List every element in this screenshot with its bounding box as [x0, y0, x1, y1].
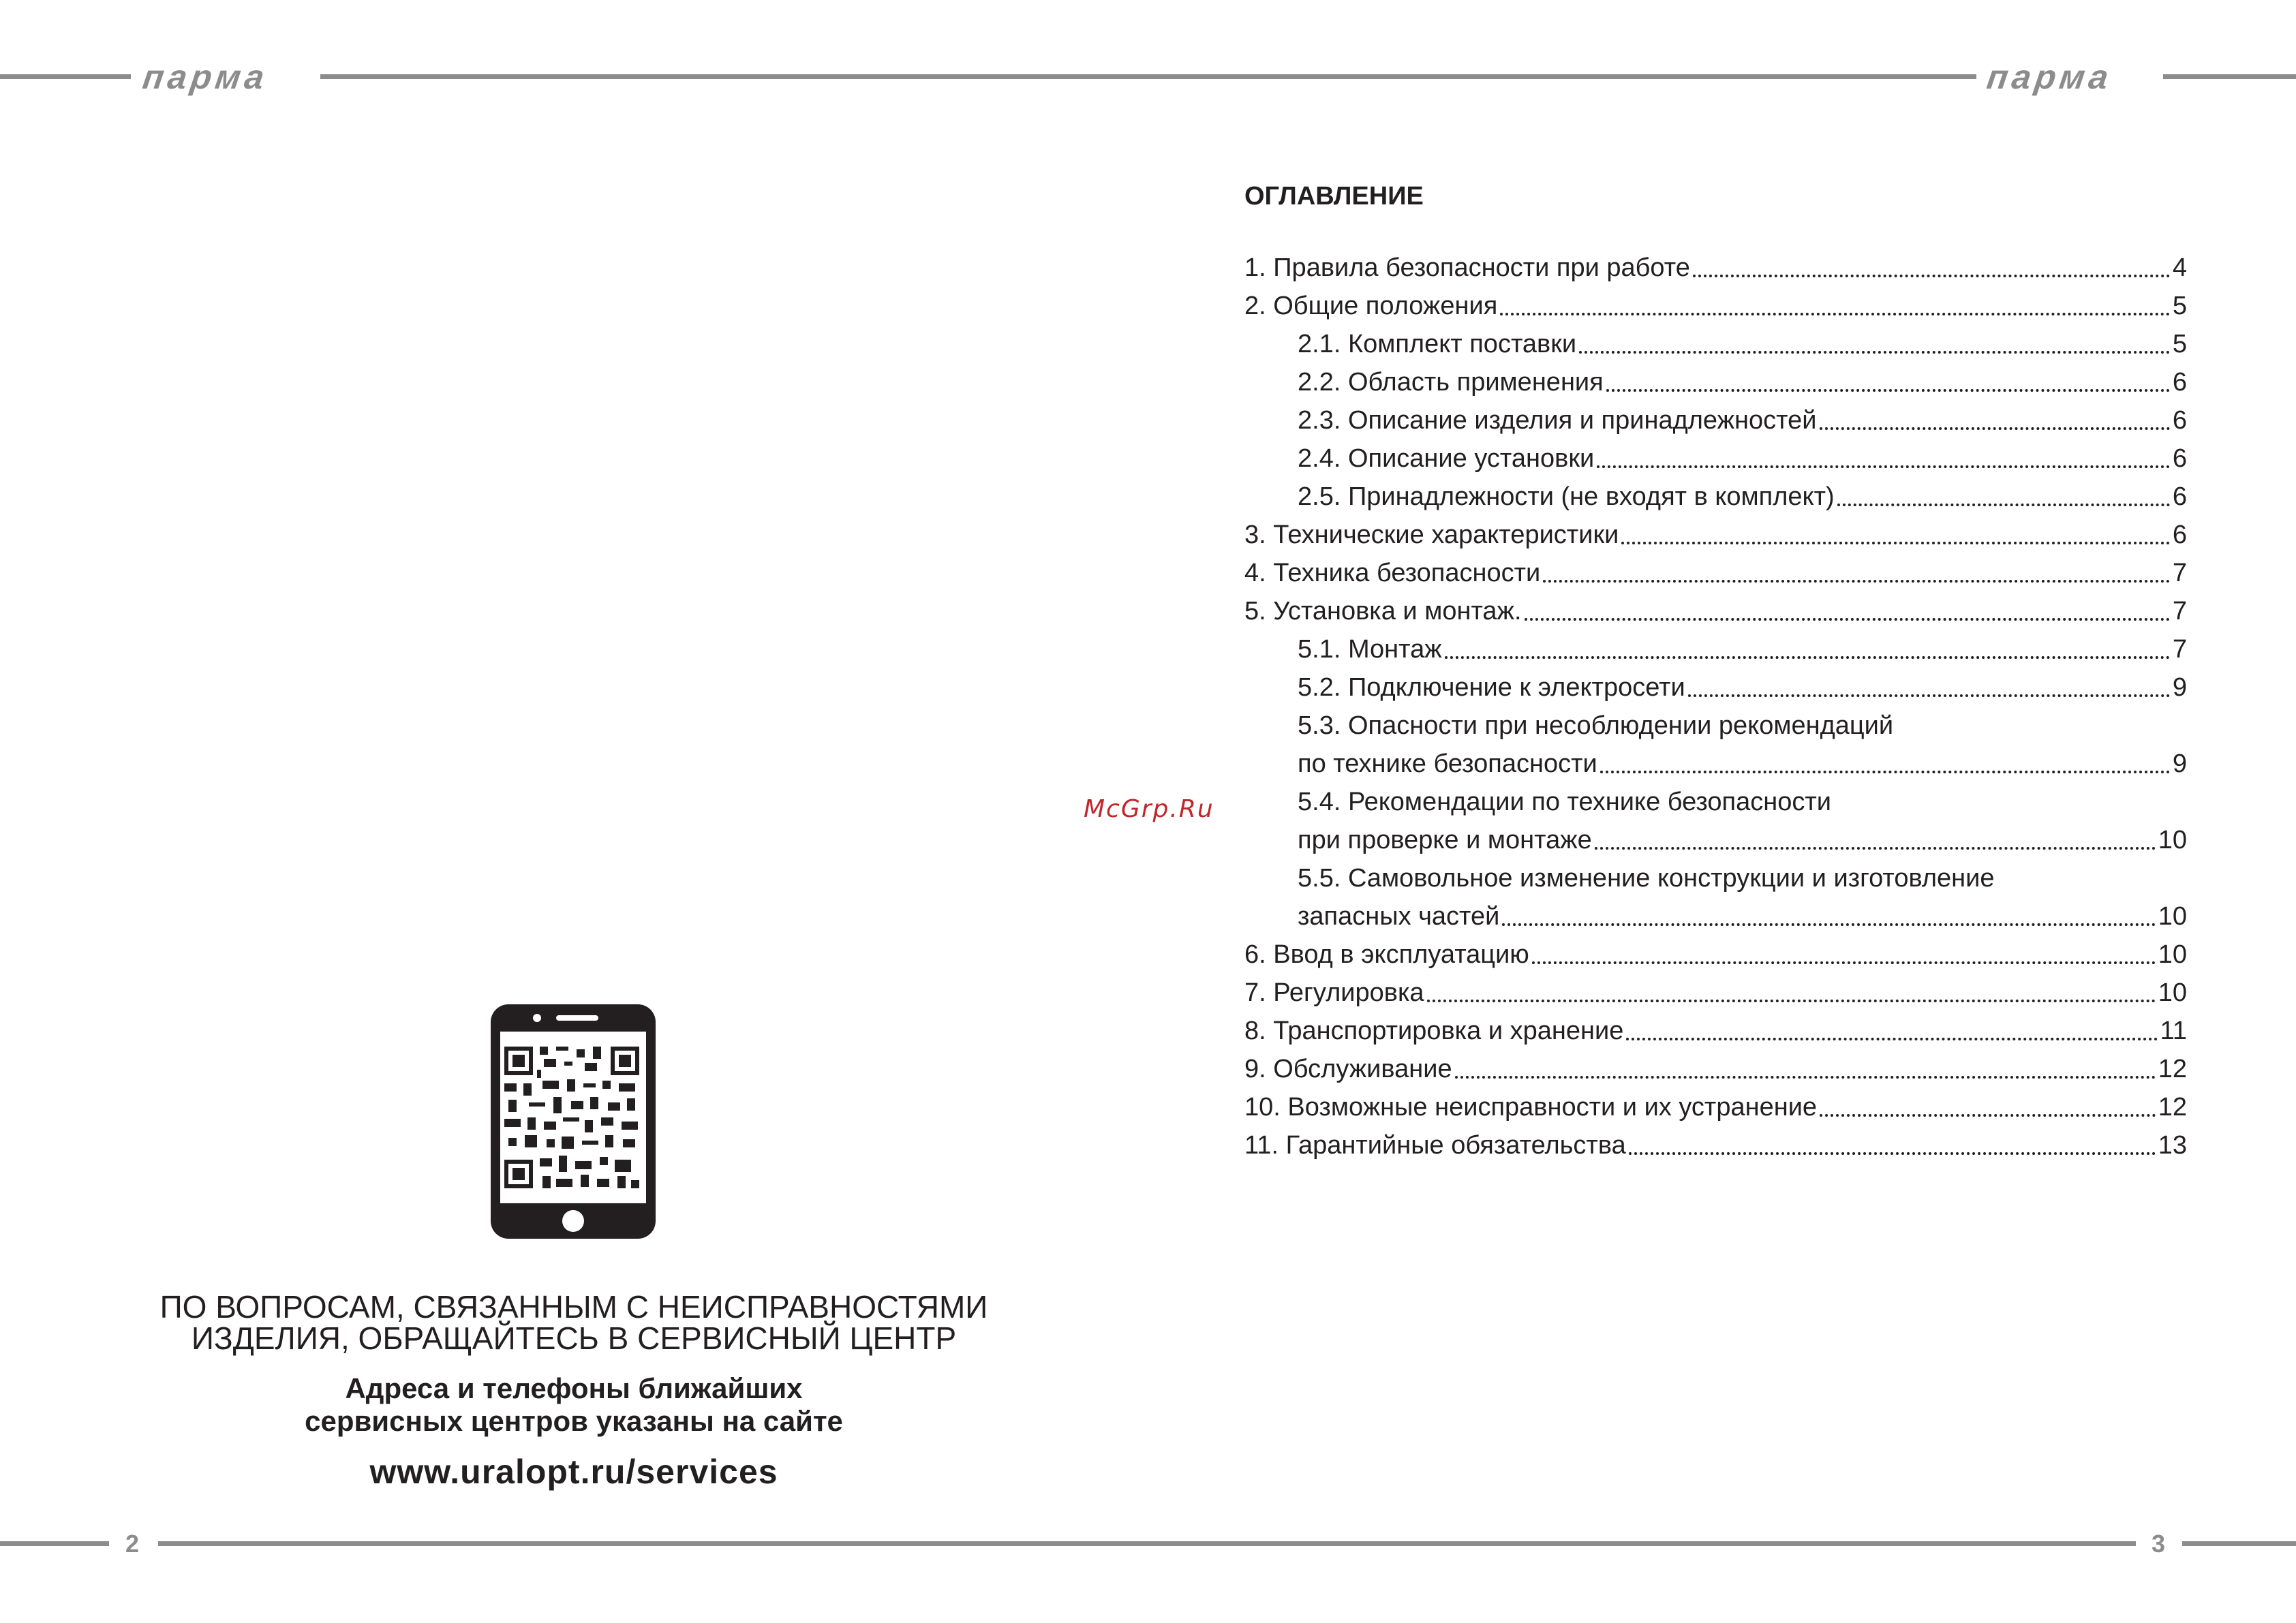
- brand-logo-right: парма: [1985, 58, 2115, 96]
- toc-item-title: при проверке и монтаже: [1298, 826, 1592, 854]
- toc-leader-dots: [1445, 656, 2170, 659]
- toc-item-page: 10: [2158, 978, 2187, 1007]
- toc-item-title: 8. Транспортировка и хранение: [1244, 1017, 1624, 1045]
- service-sub-line-1: Адреса и телефоны ближайших: [345, 1372, 803, 1404]
- toc-item-page: 13: [2158, 1131, 2187, 1160]
- toc-item-title: 2.1. Комплект поставки: [1298, 330, 1577, 358]
- toc-item[interactable]: [1244, 745, 2187, 783]
- toc-item-page: 6: [2172, 521, 2187, 549]
- toc-item-page: 10: [2158, 902, 2187, 931]
- toc-item-page: 10: [2158, 826, 2187, 854]
- toc-item[interactable]: [1244, 859, 2187, 897]
- toc-item-page: 5: [2172, 292, 2187, 320]
- toc-item-title: 2.4. Описание установки: [1298, 444, 1595, 473]
- toc-item-title: 2. Общие положения: [1244, 292, 1498, 320]
- toc-item-title: 5.1. Монтаж: [1298, 635, 1442, 664]
- toc-item[interactable]: [1244, 325, 2187, 363]
- toc-item-page: 7: [2172, 559, 2187, 587]
- watermark: McGrp.Ru: [1084, 795, 1214, 823]
- toc-item[interactable]: [1244, 936, 2187, 974]
- footer-rule-right-2: [2182, 1541, 2296, 1546]
- toc-leader-dots: [1626, 1038, 2157, 1040]
- toc-item-title: 7. Регулировка: [1244, 978, 1424, 1007]
- header-rule-left-2: [320, 74, 1148, 79]
- toc-leader-dots: [1597, 465, 2170, 468]
- toc-item[interactable]: [1244, 974, 2187, 1012]
- toc-item[interactable]: [1244, 821, 2187, 859]
- toc-item[interactable]: [1244, 249, 2187, 287]
- toc-item[interactable]: [1244, 439, 2187, 478]
- toc-item[interactable]: [1244, 1088, 2187, 1126]
- toc-item-title: 4. Техника безопасности: [1244, 559, 1541, 587]
- toc-leader-dots: [1621, 542, 2170, 544]
- service-center-notice: [0, 1291, 1148, 1354]
- header-rule-left: [0, 74, 131, 79]
- toc-item-page: 12: [2158, 1093, 2187, 1122]
- page-number-right: 3: [2152, 1530, 2166, 1558]
- toc-leader-dots: [1606, 389, 2170, 392]
- toc-leader-dots: [1543, 580, 2170, 583]
- toc-item-title: 5.4. Рекомендации по технике безопасности: [1298, 788, 1831, 816]
- toc-item-page: 6: [2172, 444, 2187, 473]
- service-center-subtitle: [0, 1372, 1148, 1438]
- toc-item-page: 10: [2158, 940, 2187, 969]
- toc-leader-dots: [1837, 504, 2170, 506]
- toc-item-title: 5.2. Подключение к электросети: [1298, 673, 1685, 702]
- toc-item-page: 4: [2172, 253, 2187, 282]
- toc-leader-dots: [1427, 1000, 2156, 1002]
- header-rule-right: [1148, 74, 1976, 79]
- service-sub-line-2: сервисных центров указаны на сайте: [305, 1405, 843, 1437]
- toc-item[interactable]: [1244, 401, 2187, 439]
- toc-leader-dots: [1595, 847, 2156, 850]
- toc-item-title: 5.5. Самовольное изменение конструкции и изготовление: [1298, 864, 1995, 893]
- toc-item-page: 7: [2172, 597, 2187, 625]
- toc-item[interactable]: [1244, 516, 2187, 554]
- toc-leader-dots: [1693, 275, 2170, 277]
- table-of-contents: [1244, 249, 2187, 1164]
- service-title-line-1: ПО ВОПРОСАМ, СВЯЗАННЫМ С НЕИСПРАВНОСТЯМИ: [159, 1289, 988, 1325]
- toc-item-title: 3. Технические характеристики: [1244, 521, 1619, 549]
- toc-item[interactable]: [1244, 1126, 2187, 1164]
- toc-item[interactable]: [1244, 1012, 2187, 1050]
- toc-item-title: 10. Возможные неисправности и их устранение: [1244, 1093, 1818, 1122]
- toc-leader-dots: [1455, 1076, 2156, 1079]
- toc-item[interactable]: [1244, 287, 2187, 325]
- toc-item-page: 5: [2172, 330, 2187, 358]
- toc-item[interactable]: [1244, 668, 2187, 707]
- toc-leader-dots: [1820, 427, 2170, 430]
- toc-leader-dots: [1688, 694, 2170, 697]
- footer-rule-left: [0, 1541, 109, 1546]
- toc-item-title: 11. Гарантийные обязательства: [1244, 1131, 1626, 1160]
- service-title-line-2: ИЗДЕЛИЯ, ОБРАЩАЙТЕСЬ В СЕРВИСНЫЙ ЦЕНТР: [191, 1320, 957, 1356]
- toc-item-title: 2.5. Принадлежности (не входят в комплект): [1298, 482, 1835, 511]
- toc-item-title: 5.3. Опасности при несоблюдении рекомендаций: [1298, 711, 1894, 740]
- toc-item[interactable]: [1244, 363, 2187, 401]
- toc-item-page: 6: [2172, 368, 2187, 397]
- toc-item-page: 9: [2172, 673, 2187, 702]
- toc-item[interactable]: [1244, 478, 2187, 516]
- toc-item[interactable]: [1244, 897, 2187, 936]
- toc-item-title: 2.2. Область применения: [1298, 368, 1604, 397]
- toc-leader-dots: [1629, 1152, 2156, 1155]
- page-number-left: 2: [125, 1530, 140, 1558]
- brand-logo-left: парма: [140, 58, 271, 96]
- toc-item[interactable]: [1244, 554, 2187, 592]
- toc-item-title: запасных частей: [1298, 902, 1500, 931]
- footer-rule-left-2: [158, 1541, 1148, 1546]
- toc-item-page: 7: [2172, 635, 2187, 664]
- toc-item-title: 2.3. Описание изделия и принадлежностей: [1298, 406, 1817, 435]
- toc-item-page: 11: [2160, 1017, 2187, 1045]
- service-url-link[interactable]: www.uralopt.ru/services: [369, 1453, 778, 1491]
- toc-item[interactable]: [1244, 707, 2187, 745]
- toc-item-page: 12: [2158, 1055, 2187, 1083]
- toc-leader-dots: [1500, 313, 2170, 315]
- toc-leader-dots: [1600, 771, 2170, 773]
- toc-leader-dots: [1532, 961, 2156, 964]
- header-rule-right-2: [2163, 74, 2296, 79]
- toc-item[interactable]: [1244, 592, 2187, 630]
- toc-heading: ОГЛАВЛЕНИЕ: [1244, 182, 1424, 211]
- toc-item[interactable]: [1244, 783, 2187, 821]
- toc-item-page: 6: [2172, 482, 2187, 511]
- toc-leader-dots: [1820, 1114, 2156, 1117]
- toc-item[interactable]: [1244, 630, 2187, 668]
- toc-item-title: 1. Правила безопасности при работе: [1244, 253, 1690, 282]
- toc-item-title: 6. Ввод в эксплуатацию: [1244, 940, 1529, 969]
- toc-leader-dots: [1502, 923, 2155, 926]
- footer-rule-right: [1148, 1541, 2136, 1546]
- toc-item-title: 9. Обслуживание: [1244, 1055, 1452, 1083]
- toc-item-page: 6: [2172, 406, 2187, 435]
- toc-item[interactable]: [1244, 1050, 2187, 1088]
- toc-leader-dots: [1525, 618, 2170, 621]
- smartphone-qr-icon: [488, 1002, 658, 1241]
- toc-item-title: 5. Установка и монтаж.: [1244, 597, 1522, 625]
- toc-leader-dots: [1579, 351, 2170, 354]
- toc-item-page: 9: [2172, 749, 2187, 778]
- toc-item-title: по технике безопасности: [1298, 749, 1597, 778]
